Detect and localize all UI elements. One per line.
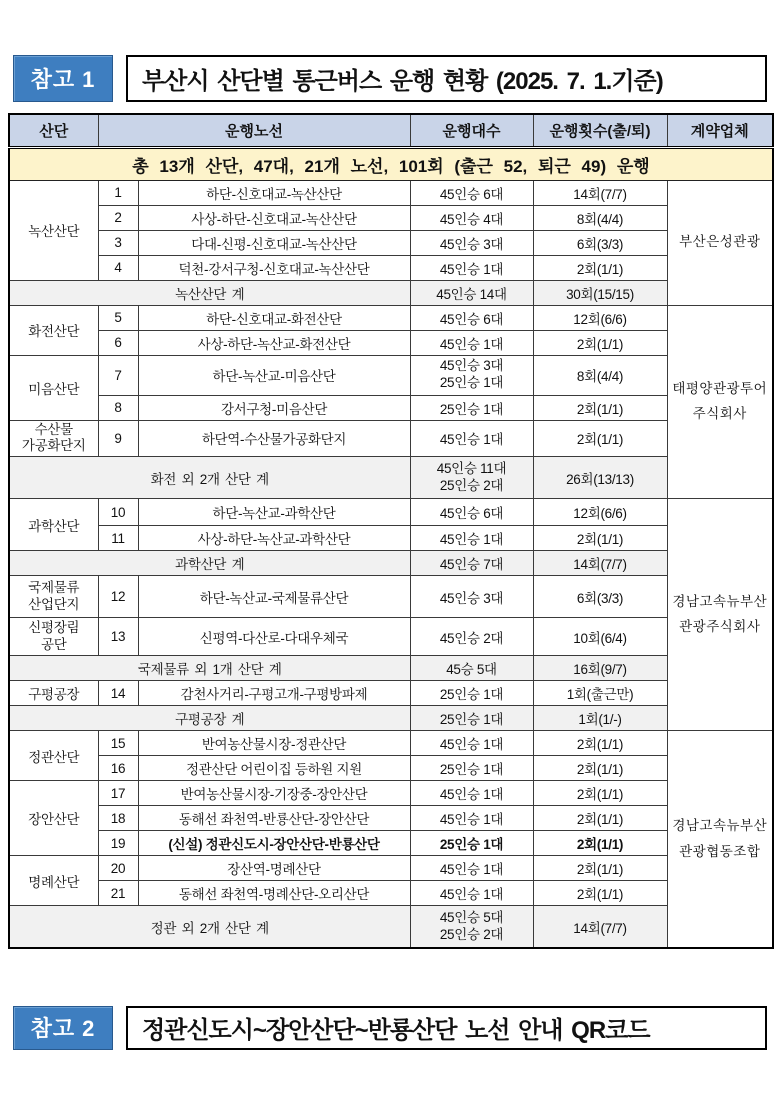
subtotal-freq-cell: 30회(15/15)	[533, 280, 667, 305]
buses-cell: 45인승 3대	[410, 230, 533, 255]
ref2-badge: 참고 2	[13, 1006, 113, 1050]
route-no-cell: 17	[98, 781, 138, 806]
route-cell: 반여농산물시장-기장중-장안산단	[138, 781, 410, 806]
buses-cell: 45인승 1대	[410, 526, 533, 551]
route-cell: 덕천-강서구청-신호대교-녹산산단	[138, 255, 410, 280]
contractor-cell	[667, 731, 773, 948]
freq-cell: 12회(6/6)	[533, 305, 667, 330]
freq-cell: 1회(출근만)	[533, 681, 667, 706]
table-row	[9, 420, 773, 457]
route-cell: 하단역-수산물가공화단지	[138, 420, 410, 457]
route-no-cell: 18	[98, 806, 138, 831]
route-no-cell: 14	[98, 681, 138, 706]
freq-cell: 2회(1/1)	[533, 420, 667, 457]
buses-cell: 45인승 1대	[410, 330, 533, 355]
subtotal-buses-cell: 45인승 14대	[410, 280, 533, 305]
complex-line: 신평장림	[28, 619, 80, 635]
buses-cell: 25인승 1대	[410, 831, 533, 856]
freq-cell: 2회(1/1)	[533, 526, 667, 551]
ref1-title: 부산시 산단별 통근버스 운행 현황 (2025. 7. 1.기준)	[126, 55, 767, 102]
buses-cell: 45인승 1대	[410, 781, 533, 806]
route-cell: 하단-녹산교-과학산단	[138, 499, 410, 526]
route-no-cell: 1	[98, 180, 138, 205]
table-row	[9, 255, 773, 280]
table-row	[9, 681, 773, 706]
route-cell: 동해선 좌천역-명례산단-오리산단	[138, 881, 410, 906]
contractor-cell	[667, 499, 773, 731]
subtotal-freq-cell: 14회(7/7)	[533, 906, 667, 948]
table-row	[9, 576, 773, 618]
header-complex: 산단	[9, 114, 98, 147]
subtotal-label-cell: 구평공장 계	[9, 706, 410, 731]
buses-cell: 45인승 3대	[410, 576, 533, 618]
subtotal-label-cell: 녹산산단 계	[9, 280, 410, 305]
header-buses: 운행대수	[410, 114, 533, 147]
route-no-cell: 4	[98, 255, 138, 280]
route-no-cell: 9	[98, 420, 138, 457]
buses-cell: 45인승 6대	[410, 180, 533, 205]
route-cell: 사상-하단-녹산교-화전산단	[138, 330, 410, 355]
buses-line: 45인승 11대	[436, 460, 507, 476]
route-no-cell: 19	[98, 831, 138, 856]
freq-cell: 2회(1/1)	[533, 330, 667, 355]
table-row	[9, 731, 773, 756]
table-row	[9, 330, 773, 355]
subtotal-row	[9, 656, 773, 681]
subtotal-buses-cell: 25인승 1대	[410, 706, 533, 731]
freq-cell: 14회(7/7)	[533, 180, 667, 205]
bus-operation-table	[8, 113, 774, 949]
summary-row	[9, 147, 773, 180]
complex-line: 가공화단지	[21, 438, 86, 454]
complex-line: 국제물류	[28, 579, 80, 595]
complex-cell: 명례산단	[9, 856, 98, 906]
contractor-name: 경남고속뉴부산	[672, 594, 768, 610]
subtotal-freq-cell: 26회(13/13)	[533, 457, 667, 499]
contractor-name: 태평양관광투어	[672, 381, 768, 397]
buses-cell: 45인승 2대	[410, 618, 533, 656]
ref2-header	[13, 1006, 767, 1050]
ref2-title: 정관신도시~장안산단~반룡산단 노선 안내 QR코드	[126, 1006, 767, 1050]
buses-line: 45인승 3대	[439, 358, 504, 374]
route-cell: 신평역-다산로-다대우체국	[138, 618, 410, 656]
table-row-new-route	[9, 831, 773, 856]
freq-cell: 2회(1/1)	[533, 856, 667, 881]
route-no-cell: 12	[98, 576, 138, 618]
route-no-cell: 5	[98, 305, 138, 330]
buses-cell: 25인승 1대	[410, 395, 533, 420]
subtotal-buses-cell	[410, 457, 533, 499]
freq-cell: 6회(3/3)	[533, 576, 667, 618]
buses-cell: 45인승 6대	[410, 305, 533, 330]
complex-cell: 과학산단	[9, 499, 98, 551]
route-cell: 동해선 좌천역-반룡산단-장안산단	[138, 806, 410, 831]
complex-cell	[9, 420, 98, 457]
route-no-cell: 7	[98, 355, 138, 395]
subtotal-row	[9, 906, 773, 948]
table-row	[9, 230, 773, 255]
subtotal-label-cell: 과학산단 계	[9, 551, 410, 576]
route-no-cell: 10	[98, 499, 138, 526]
complex-cell	[9, 618, 98, 656]
route-cell: 감천사거리-구평고개-구평방파제	[138, 681, 410, 706]
route-cell: 정관산단 어린이집 등하원 지원	[138, 756, 410, 781]
complex-cell	[9, 576, 98, 618]
ref1-header	[13, 55, 767, 102]
document-page	[0, 55, 780, 1050]
complex-cell: 화전산단	[9, 305, 98, 355]
table-row	[9, 395, 773, 420]
buses-cell: 25인승 1대	[410, 681, 533, 706]
freq-cell: 2회(1/1)	[533, 781, 667, 806]
route-cell: (신설) 정관신도시-장안산단-반룡산단	[138, 831, 410, 856]
route-cell: 사상-하단-녹산교-과학산단	[138, 526, 410, 551]
complex-cell: 장안산단	[9, 781, 98, 856]
route-cell: 다대-신평-신호대교-녹산산단	[138, 230, 410, 255]
complex-cell: 정관산단	[9, 731, 98, 781]
subtotal-label-cell: 정관 외 2개 산단 계	[9, 906, 410, 948]
buses-cell: 25인승 1대	[410, 756, 533, 781]
subtotal-row	[9, 551, 773, 576]
ref1-badge: 참고 1	[13, 55, 113, 102]
subtotal-row	[9, 706, 773, 731]
buses-cell: 45인승 1대	[410, 420, 533, 457]
freq-cell: 2회(1/1)	[533, 806, 667, 831]
table-row	[9, 856, 773, 881]
route-no-cell: 11	[98, 526, 138, 551]
contractor-name: 경남고속뉴부산	[672, 818, 768, 834]
table-row	[9, 499, 773, 526]
table-row	[9, 355, 773, 395]
subtotal-buses-cell: 45승 5대	[410, 656, 533, 681]
route-no-cell: 2	[98, 205, 138, 230]
complex-line: 산업단지	[28, 596, 80, 612]
contractor-name: 관광주식회사	[679, 619, 761, 635]
route-cell: 강서구청-미음산단	[138, 395, 410, 420]
freq-cell: 6회(3/3)	[533, 230, 667, 255]
buses-cell: 45인승 4대	[410, 205, 533, 230]
contractor-cell	[667, 180, 773, 305]
buses-line: 45인승 5대	[439, 909, 504, 925]
complex-line: 수산물	[34, 421, 73, 437]
subtotal-label-cell: 국제물류 외 1개 산단 계	[9, 656, 410, 681]
subtotal-freq-cell: 14회(7/7)	[533, 551, 667, 576]
table-row	[9, 205, 773, 230]
table-row	[9, 806, 773, 831]
freq-cell: 2회(1/1)	[533, 756, 667, 781]
route-cell: 하단-신호대교-화전산단	[138, 305, 410, 330]
subtotal-buses-cell: 45인승 7대	[410, 551, 533, 576]
route-cell: 사상-하단-신호대교-녹산산단	[138, 205, 410, 230]
route-no-cell: 13	[98, 618, 138, 656]
complex-cell: 녹산산단	[9, 180, 98, 280]
header-freq: 운행횟수(출/퇴)	[533, 114, 667, 147]
complex-line: 공단	[41, 636, 67, 652]
buses-cell: 45인승 1대	[410, 731, 533, 756]
freq-cell: 10회(6/4)	[533, 618, 667, 656]
contractor-name: 주식회사	[692, 406, 747, 422]
route-no-cell: 8	[98, 395, 138, 420]
contractor-cell	[667, 305, 773, 499]
buses-cell: 45인승 1대	[410, 881, 533, 906]
contractor-name: 부산은성관광	[679, 234, 761, 250]
route-no-cell: 6	[98, 330, 138, 355]
route-no-cell: 20	[98, 856, 138, 881]
table-row	[9, 881, 773, 906]
header-route: 운행노선	[98, 114, 410, 147]
route-cell: 하단-신호대교-녹산산단	[138, 180, 410, 205]
buses-cell: 45인승 1대	[410, 806, 533, 831]
table-header-row	[9, 114, 773, 147]
route-cell: 장산역-명례산단	[138, 856, 410, 881]
subtotal-buses-cell	[410, 906, 533, 948]
buses-line: 25인승 1대	[439, 375, 504, 390]
freq-cell: 2회(1/1)	[533, 881, 667, 906]
subtotal-label-cell: 화전 외 2개 산단 계	[9, 457, 410, 499]
freq-cell: 8회(4/4)	[533, 205, 667, 230]
table-row	[9, 305, 773, 330]
subtotal-row	[9, 457, 773, 499]
freq-cell: 12회(6/6)	[533, 499, 667, 526]
freq-cell: 2회(1/1)	[533, 731, 667, 756]
buses-cell: 45인승 1대	[410, 255, 533, 280]
route-no-cell: 15	[98, 731, 138, 756]
subtotal-freq-cell: 16회(9/7)	[533, 656, 667, 681]
freq-cell: 8회(4/4)	[533, 355, 667, 395]
route-cell: 하단-녹산교-국제물류산단	[138, 576, 410, 618]
buses-line: 25인승 2대	[439, 926, 504, 942]
route-no-cell: 16	[98, 756, 138, 781]
header-contractor: 계약업체	[667, 114, 773, 147]
contractor-name: 관광협동조합	[679, 843, 761, 859]
freq-cell: 2회(1/1)	[533, 255, 667, 280]
complex-cell: 구평공장	[9, 681, 98, 706]
table-row	[9, 180, 773, 205]
summary-cell: 총 13개 산단, 47대, 21개 노선, 101회 (출근 52, 퇴근 49) 운행	[9, 147, 773, 180]
buses-cell	[410, 355, 533, 395]
table-row	[9, 618, 773, 656]
buses-cell: 45인승 1대	[410, 856, 533, 881]
subtotal-row	[9, 280, 773, 305]
complex-cell: 미음산단	[9, 355, 98, 420]
freq-cell: 2회(1/1)	[533, 395, 667, 420]
table-row	[9, 756, 773, 781]
buses-cell: 45인승 6대	[410, 499, 533, 526]
route-cell: 반여농산물시장-정관산단	[138, 731, 410, 756]
route-no-cell: 21	[98, 881, 138, 906]
subtotal-freq-cell: 1회(1/-)	[533, 706, 667, 731]
buses-line: 25인승 2대	[439, 477, 504, 493]
route-cell: 하단-녹산교-미음산단	[138, 355, 410, 395]
table-row	[9, 781, 773, 806]
route-no-cell: 3	[98, 230, 138, 255]
table-row	[9, 526, 773, 551]
freq-cell: 2회(1/1)	[533, 831, 667, 856]
